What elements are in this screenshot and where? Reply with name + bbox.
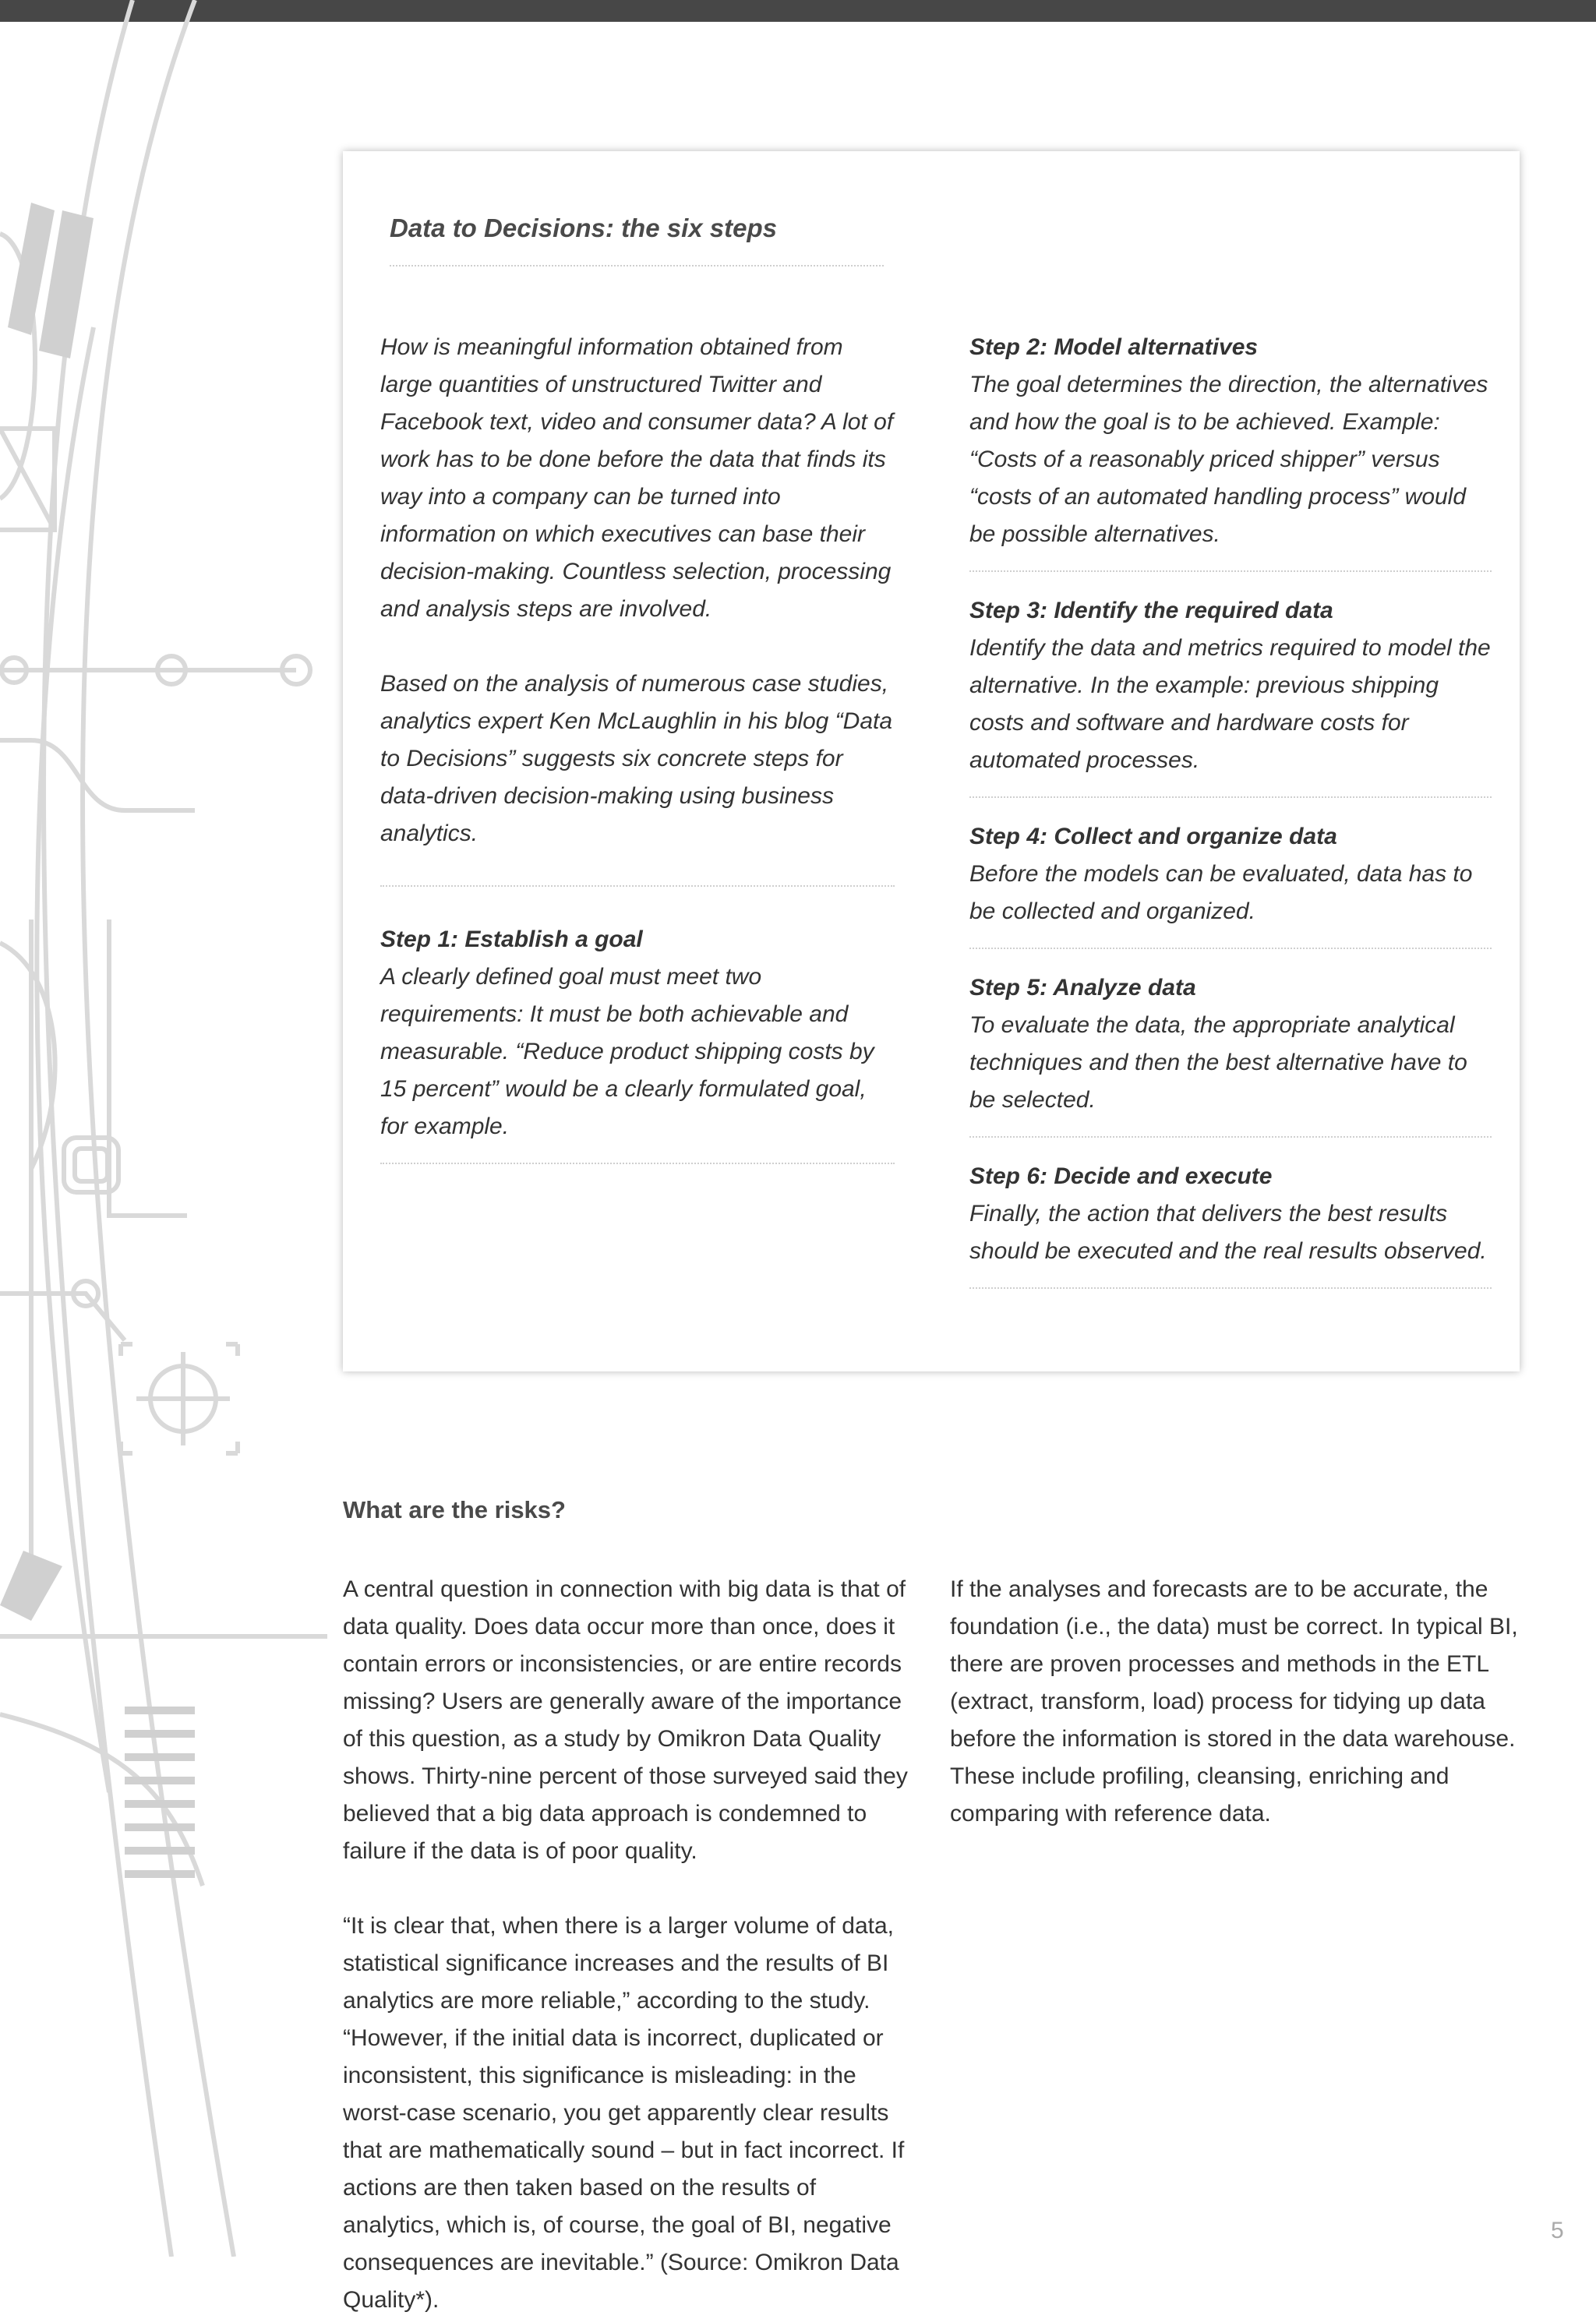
risks-paragraph-2: “It is clear that, when there is a larger volume of data, statistical significance increases and the results of BI analytics are more reliable,” according to the study. “However, if the initial data is incorrect, duplicated or inconsistent, this significance is misleading: in the worst-case scenario, you get apparently clear results that are mathematically sound – but in fact incorrect. If actions are then taken based on the results of analytics, which is, of course, the goal of BI, negative consequences are inevitable.” (Source: Omikron Data Quality*). (343, 1913, 905, 2313)
intro-paragraph-2: Based on the analysis of numerous case studies, analytics expert Ken McLaughlin in his blog “Data to Decisions” suggests six concrete steps for data-driven decision-making using business analytics. (380, 671, 893, 846)
step-4 (969, 818, 1492, 949)
box-title: Data to Decisions: the six steps (390, 214, 884, 266)
step-3 (969, 592, 1492, 798)
step-2-text: The goal determines the direction, the alternatives and how the goal is to be achieved. Example: “Costs of a reasonably priced shipper” versus “costs of an automated handling process” would be possible alternatives. (969, 372, 1488, 547)
step-4-text: Before the models can be evaluated, data has to be collected and organized. (969, 861, 1473, 924)
step-1 (380, 921, 895, 1164)
page-number: 5 (1551, 2218, 1564, 2243)
six-steps-box (343, 151, 1520, 1371)
step-5 (969, 969, 1492, 1138)
risks-heading: What are the risks? (343, 1496, 566, 1523)
step-6-text: Finally, the action that delivers the best results should be executed and the real results observed. (969, 1201, 1487, 1264)
step-5-title: Step 5: Analyze data (969, 975, 1196, 1001)
step-3-text: Identify the data and metrics required to model the alternative. In the example: previous shipping costs and software and hardware costs for automated processes. (969, 635, 1491, 773)
risks-right-column (950, 1571, 1527, 1833)
step-2 (969, 329, 1492, 572)
step-2-title: Step 2: Model alternatives (969, 334, 1259, 360)
step-3-title: Step 3: Identify the required data (969, 598, 1333, 623)
box-right-column (969, 329, 1492, 1309)
risks-left-column (343, 1571, 920, 2319)
step-6-title: Step 6: Decide and execute (969, 1163, 1273, 1189)
intro-paragraph-1: How is meaningful information obtained from large quantities of unstructured Twitter and Facebook text, video and consumer data? A lot of work has to be done before the data that finds its way into a company can be turned into information on which executives can base their decision-making. Countless selection, processing and analysis steps are involved. (380, 334, 894, 622)
box-left-column (380, 329, 895, 1184)
risks-paragraph-3: If the analyses and forecasts are to be accurate, the foundation (i.e., the data) must be correct. In typical BI, there are proven processes and methods in the ETL (extract, transform, load) process for tidying up data before the information is stored in the data warehouse. These include profiling, cleansing, enriching and comparing with reference data. (950, 1576, 1518, 1827)
step-5-text: To evaluate the data, the appropriate analytical techniques and then the best alternative have to be selected. (969, 1012, 1467, 1113)
step-6 (969, 1158, 1492, 1289)
step-1-title: Step 1: Establish a goal (380, 927, 643, 952)
step-4-title: Step 4: Collect and organize data (969, 824, 1337, 849)
step-1-text: A clearly defined goal must meet two requirements: It must be both achievable and measurable. “Reduce product shipping costs by 15 percent” would be a clearly formulated goal, for example. (380, 964, 874, 1139)
risks-paragraph-1: A central question in connection with big data is that of data quality. Does data occur more than once, does it contain errors or inconsistencies, or are entire records missing? Users are generally aware of the importance of this question, as a study by Omikron Data Quality shows. Thirty-nine percent of those surveyed said they believed that a big data approach is condemned to failure if the data is of poor quality. (343, 1576, 908, 1864)
divider (380, 885, 895, 887)
